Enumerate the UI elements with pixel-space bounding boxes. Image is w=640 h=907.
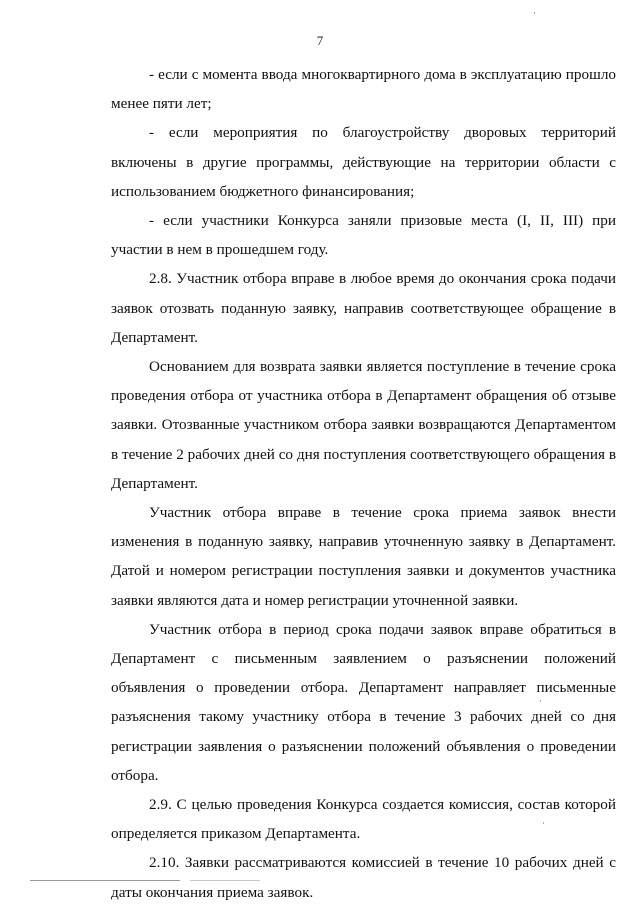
scan-speck [540, 700, 541, 702]
paragraph-condition-2: - если мероприятия по благоустройству дворовых территорий включены в другие программы, действующие на территории области с использованием бюджетного финансирования; [111, 124, 616, 200]
scan-speck [534, 12, 535, 14]
footer-rule [30, 880, 180, 881]
paragraph-condition-1: - если с момента ввода многоквартирного дома в эксплуатацию прошло менее пяти лет; [111, 66, 616, 113]
paragraph-2-8: 2.8. Участник отбора вправе в любое время до окончания срока подачи заявок отозвать поданную заявку, направив соответствующее обращение в Департамент. [111, 270, 616, 346]
paragraph-return-basis: Основанием для возврата заявки является поступление в течение срока проведения отбора от участника отбора в Департамент обращения об отзыве заявки. Отозванные участником отбора заявки возвращаются Департаментом в течение 2 рабочих дней со дня поступления соответствующего обращения в Департамент. [111, 358, 616, 492]
page-number: 7 [316, 33, 324, 48]
scan-speck [543, 822, 544, 824]
document-body [111, 60, 616, 907]
footer-rule [190, 880, 260, 881]
paragraph-condition-3: - если участники Конкурса заняли призовые места (I, II, III) при участии в нем в прошедшем году. [111, 212, 616, 259]
paragraph-clarification: Участник отбора в период срока подачи заявок вправе обратиться в Департамент с письменным заявлением о разъяснении положений объявления о проведении отбора. Департамент направляет письменные разъяснения такому участнику отбора в течение 3 рабочих дней со дня регистрации заявления о разъяснении положений объявления о проведении отбора. [111, 620, 616, 784]
paragraph-amendment: Участник отбора вправе в течение срока приема заявок внести изменения в поданную заявку, направив уточненную заявку в Департамент. Датой и номером регистрации поступления заявки и документов участника заявки являются дата и номер регистрации уточненной заявки. [111, 504, 616, 609]
paragraph-2-9: 2.9. С целью проведения Конкурса создается комиссия, состав которой определяется приказом Департамента. [111, 796, 616, 843]
paragraph-2-10: 2.10. Заявки рассматриваются комиссией в течение 10 рабочих дней с даты окончания приема заявок. [111, 854, 616, 901]
